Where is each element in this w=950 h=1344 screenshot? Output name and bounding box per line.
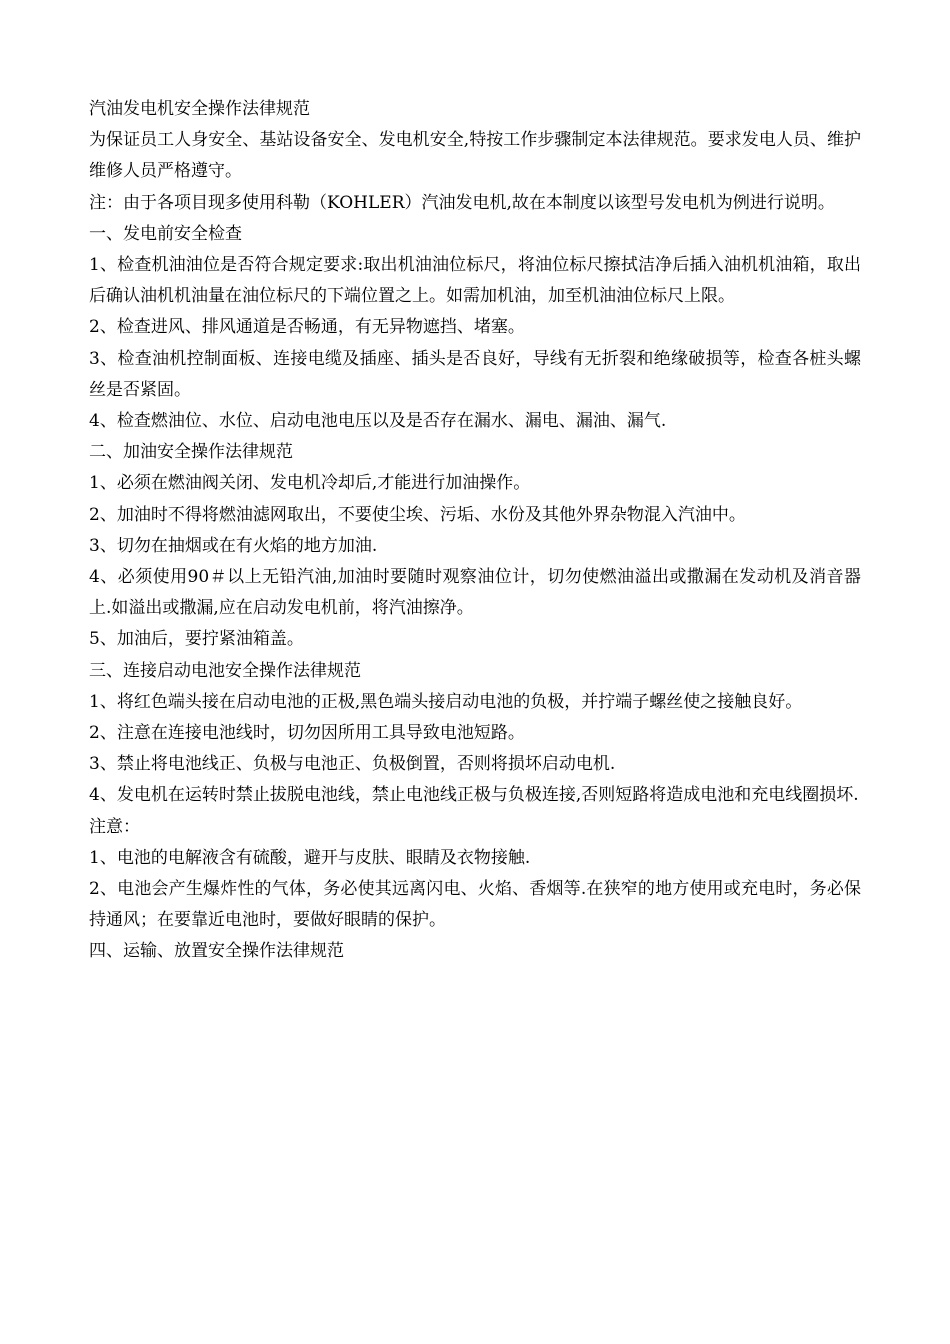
section-heading: 二、加油安全操作法律规范 <box>89 442 293 463</box>
paragraph: 2、检查进风、排风通道是否畅通，有无异物遮挡、堵塞。 <box>89 317 525 338</box>
document-page <box>89 94 861 968</box>
section-heading: 四、运输、放置安全操作法律规范 <box>89 941 344 962</box>
paragraph: 为保证员工人身安全、基站设备安全、发电机安全,特按工作步骤制定本法律规范。要求发电人员、维护维修人员严格遵守。 <box>89 130 861 182</box>
section-heading: 三、连接启动电池安全操作法律规范 <box>89 660 361 681</box>
paragraph: 4、必须使用90＃以上无铅汽油,加油时要随时观察油位计，切勿使燃油溢出或撒漏在发动机及消音器上.如溢出或撒漏,应在启动发电机前，将汽油擦净。 <box>89 567 861 619</box>
paragraph: 4、发电机在运转时禁止拔脱电池线，禁止电池线正极与负极连接,否则短路将造成电池和充电线圈损坏. <box>89 785 859 806</box>
paragraph: 3、检查油机控制面板、连接电缆及插座、插头是否良好，导线有无折裂和绝缘破损等，检查各桩头螺丝是否紧固。 <box>89 348 861 400</box>
paragraph: 注：由于各项目现多使用科勒（KOHLER）汽油发电机,故在本制度以该型号发电机为例进行说明。 <box>89 192 835 213</box>
paragraph: 3、禁止将电池线正、负极与电池正、负极倒置，否则将损坏启动电机. <box>89 754 616 775</box>
paragraph: 2、加油时不得将燃油滤网取出，不要使尘埃、污垢、水份及其他外界杂物混入汽油中。 <box>89 504 746 525</box>
paragraph: 2、电池会产生爆炸性的气体，务必使其远离闪电、火焰、香烟等.在狭窄的地方使用或充电时，务必保持通风；在要靠近电池时，要做好眼睛的保护。 <box>89 879 861 931</box>
paragraph: 2、注意在连接电池线时，切勿因所用工具导致电池短路。 <box>89 723 525 744</box>
paragraph: 1、必须在燃油阀关闭、发电机冷却后,才能进行加油操作。 <box>89 473 531 494</box>
note-heading: 注意： <box>89 816 140 837</box>
section-heading: 一、发电前安全检查 <box>89 223 242 244</box>
paragraph: 1、将红色端头接在启动电池的正极,黑色端头接启动电池的负极，并拧端子螺丝使之接触良好。 <box>89 691 803 712</box>
paragraph: 4、检查燃油位、水位、启动电池电压以及是否存在漏水、漏电、漏油、漏气. <box>89 411 667 432</box>
paragraph: 3、切勿在抽烟或在有火焰的地方加油. <box>89 535 378 556</box>
document-title: 汽油发电机安全操作法律规范 <box>89 99 310 119</box>
paragraph: 1、检查机油油位是否符合规定要求:取出机油油位标尺，将油位标尺擦拭洁净后插入油机机油箱，取出后确认油机机油量在油位标尺的下端位置之上。如需加机油，加至机油油位标尺上限。 <box>89 255 861 307</box>
paragraph: 1、电池的电解液含有硫酸，避开与皮肤、眼睛及衣物接触. <box>89 847 531 868</box>
paragraph: 5、加油后，要拧紧油箱盖。 <box>89 629 304 650</box>
